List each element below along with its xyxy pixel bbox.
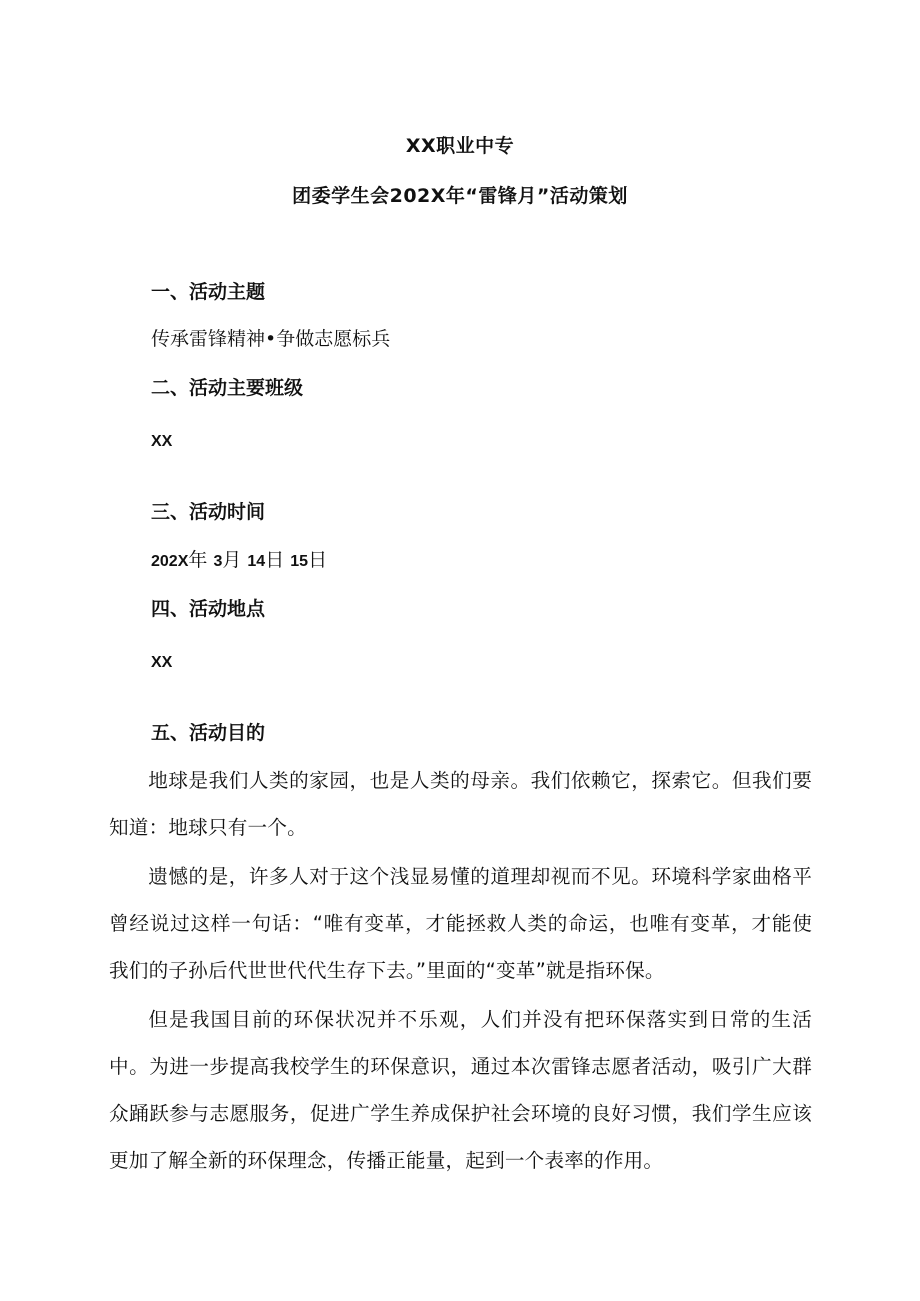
date-year-suffix: 年 [188,549,208,571]
document-title: 团委学生会202X年“雷锋月”活动策划 [292,185,628,207]
section-5-heading: 五、活动目的 [151,722,266,744]
section-4-content: XX [151,654,173,671]
section-4-heading: 四、活动地点 [151,598,266,620]
purpose-paragraph-2: 遗憾的是，许多人对于这个浅显易懂的道理却视而不见。环境科学家曲格平曾经说过这样一句话：“唯有变革，才能拯救人类的命运，也唯有变革，才能使我们的子孙后代世世代代生存下去。”里面的“变革”就是指环保。 [109,865,812,982]
section-3-date [151,548,327,574]
date-month: 3 [213,553,223,570]
section-2-heading: 二、活动主要班级 [151,377,304,399]
date-day-1: 14 [247,553,266,570]
purpose-paragraph-1: 地球是我们人类的家园，也是人类的母亲。我们依赖它，探索它。但我们要知道：地球只有一个。 [109,769,812,839]
date-day-2-suffix: 日 [308,549,328,571]
date-month-suffix: 月 [222,549,242,571]
school-name-title: XX职业中专 [405,135,515,157]
section-3-heading: 三、活动时间 [151,501,266,523]
date-day-1-suffix: 日 [265,549,285,571]
purpose-paragraph-3: 但是我国目前的环保状况并不乐观，人们并没有把环保落实到日常的生活中。为进一步提高我校学生的环保意识，通过本次雷锋志愿者活动，吸引广大群众踊跃参与志愿服务，促进广学生养成保护社会环境的良好习惯，我们学生应该更加了解全新的环保理念，传播正能量，起到一个表率的作用。 [109,1008,812,1172]
section-1-content: 传承雷锋精神•争做志愿标兵 [151,328,391,350]
section-1-heading: 一、活动主题 [151,281,266,303]
date-day-2: 15 [290,553,309,570]
date-year: 202X [151,553,189,570]
section-2-content: XX [151,433,173,450]
